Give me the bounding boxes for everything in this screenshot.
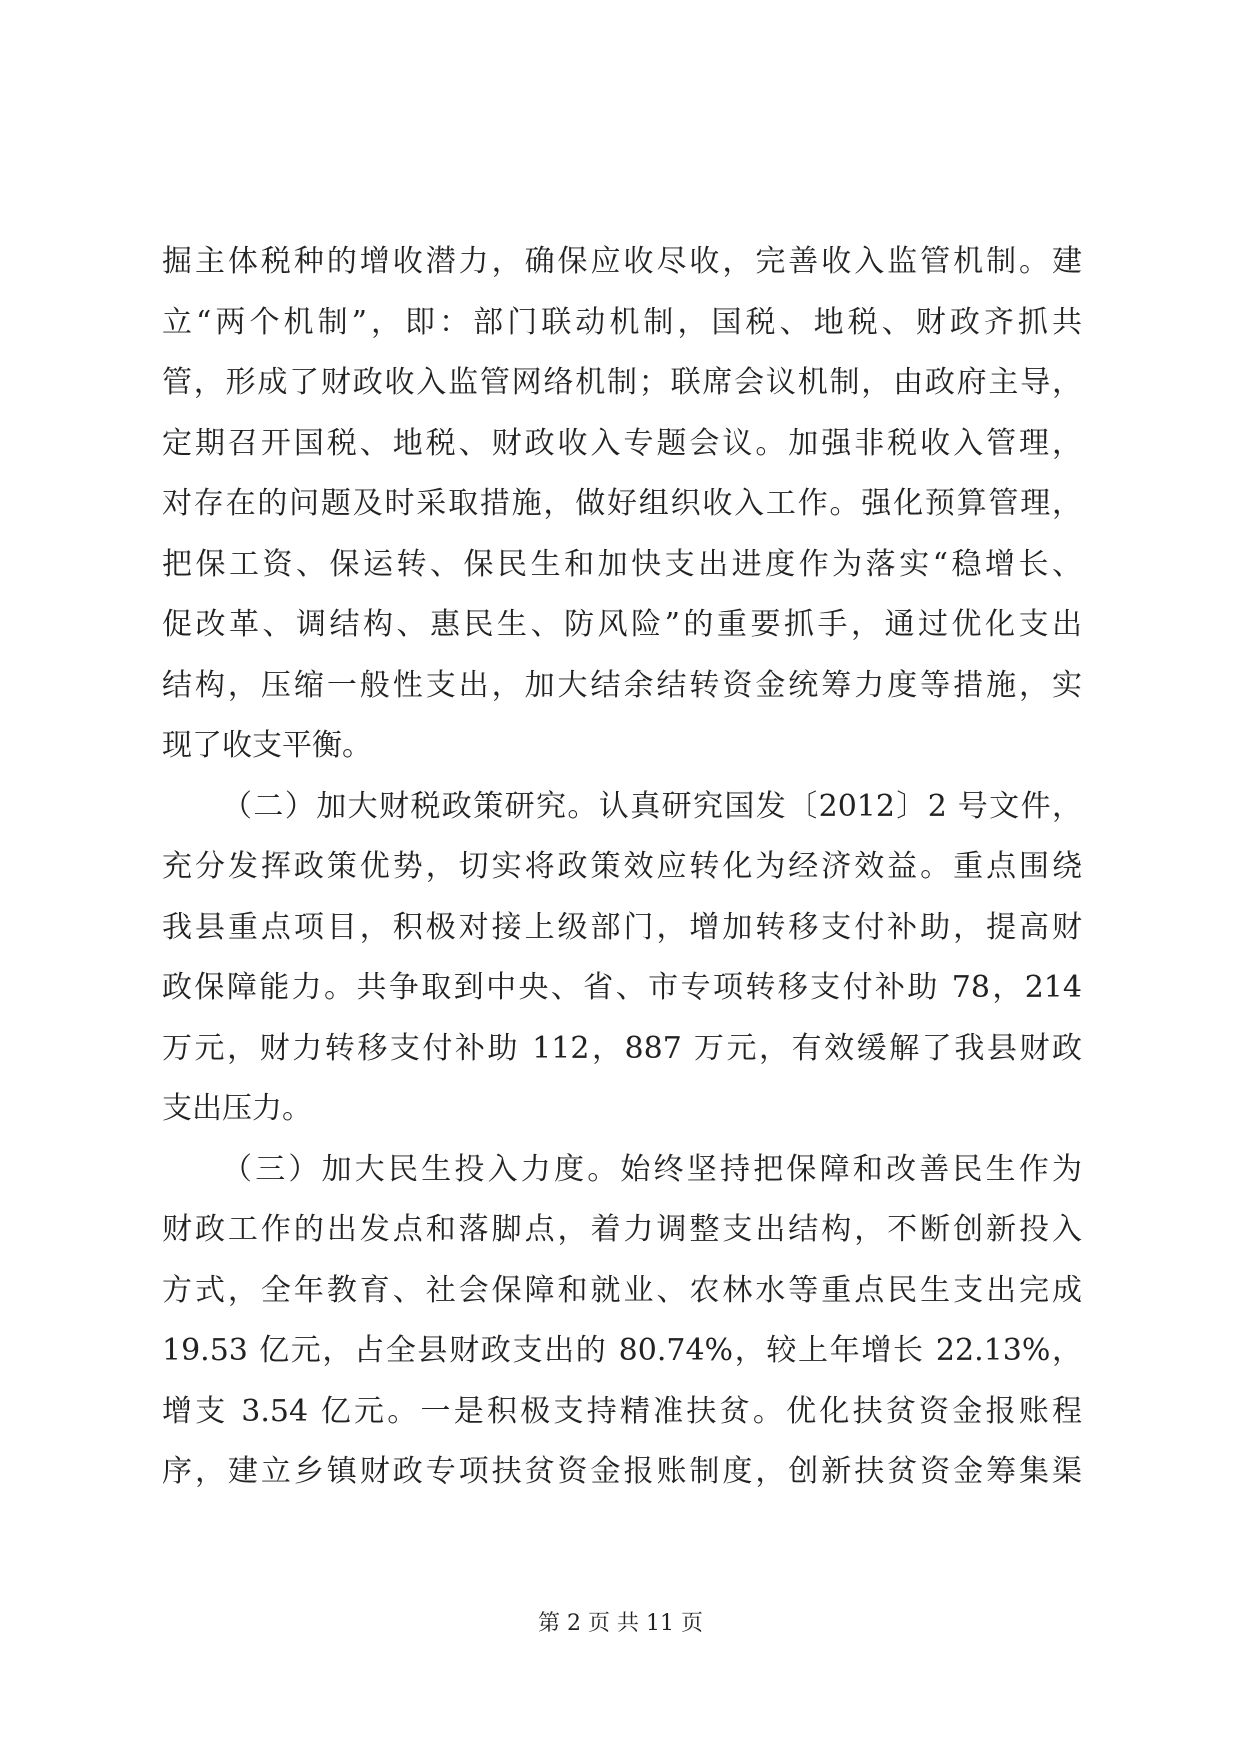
paragraph-heading-line: （三）加大民生投入力度。始终坚持把保障和改善民生作为 xyxy=(222,1151,1082,1187)
text-line: 支出压力。 xyxy=(162,1091,312,1126)
page-number-footer: 第 2 页 共 11 页 xyxy=(538,1611,703,1636)
text-line: 管，形成了财政收入监管网络机制；联席会议机制，由政府主导， xyxy=(162,365,1082,400)
text-line: 方式，全年教育、社会保障和就业、农林水等重点民生支出完成 xyxy=(162,1272,1082,1308)
paragraph-heading-line: （二）加大财税政策研究。认真研究国发〔2012〕2 号文件， xyxy=(222,788,1082,824)
text-line: 对存在的问题及时采取措施，做好组织收入工作。强化预算管理， xyxy=(162,486,1082,521)
text-line: 现了收支平衡。 xyxy=(162,728,372,763)
text-line: 把保工资、保运转、保民生和加快支出进度作为落实“稳增长、 xyxy=(162,546,1082,582)
text-line: 定期召开国税、地税、财政收入专题会议。加强非税收入管理， xyxy=(162,425,1082,461)
text-line: 财政工作的出发点和落脚点，着力调整支出结构，不断创新投入 xyxy=(162,1212,1082,1247)
body-text xyxy=(162,232,1082,1503)
text-line: 序，建立乡镇财政专项扶贫资金报账制度，创新扶贫资金筹集渠 xyxy=(162,1454,1082,1489)
text-line: 掘主体税种的增收潜力，确保应收尽收，完善收入监管机制。建 xyxy=(162,244,1082,279)
text-line: 促改革、调结构、惠民生、防风险”的重要抓手，通过优化支出 xyxy=(162,607,1082,642)
text-line: 万元，财力转移支付补助 112，887 万元，有效缓解了我县财政 xyxy=(162,1030,1082,1066)
text-line: 政保障能力。共争取到中央、省、市专项转移支付补助 78，214 xyxy=(162,970,1082,1005)
text-line: 增支 3.54 亿元。一是积极支持精准扶贫。优化扶贫资金报账程 xyxy=(162,1393,1082,1429)
text-line: 立“两个机制”，即：部门联动机制，国税、地税、财政齐抓共 xyxy=(162,304,1082,340)
text-line: 充分发挥政策优势，切实将政策效应转化为经济效益。重点围绕 xyxy=(162,849,1082,884)
text-line: 19.53 亿元，占全县财政支出的 80.74%，较上年增长 22.13%， xyxy=(162,1333,1082,1368)
text-line: 结构，压缩一般性支出，加大结余结转资金统筹力度等措施，实 xyxy=(162,667,1082,703)
text-line: 我县重点项目，积极对接上级部门，增加转移支付补助，提高财 xyxy=(162,909,1082,945)
